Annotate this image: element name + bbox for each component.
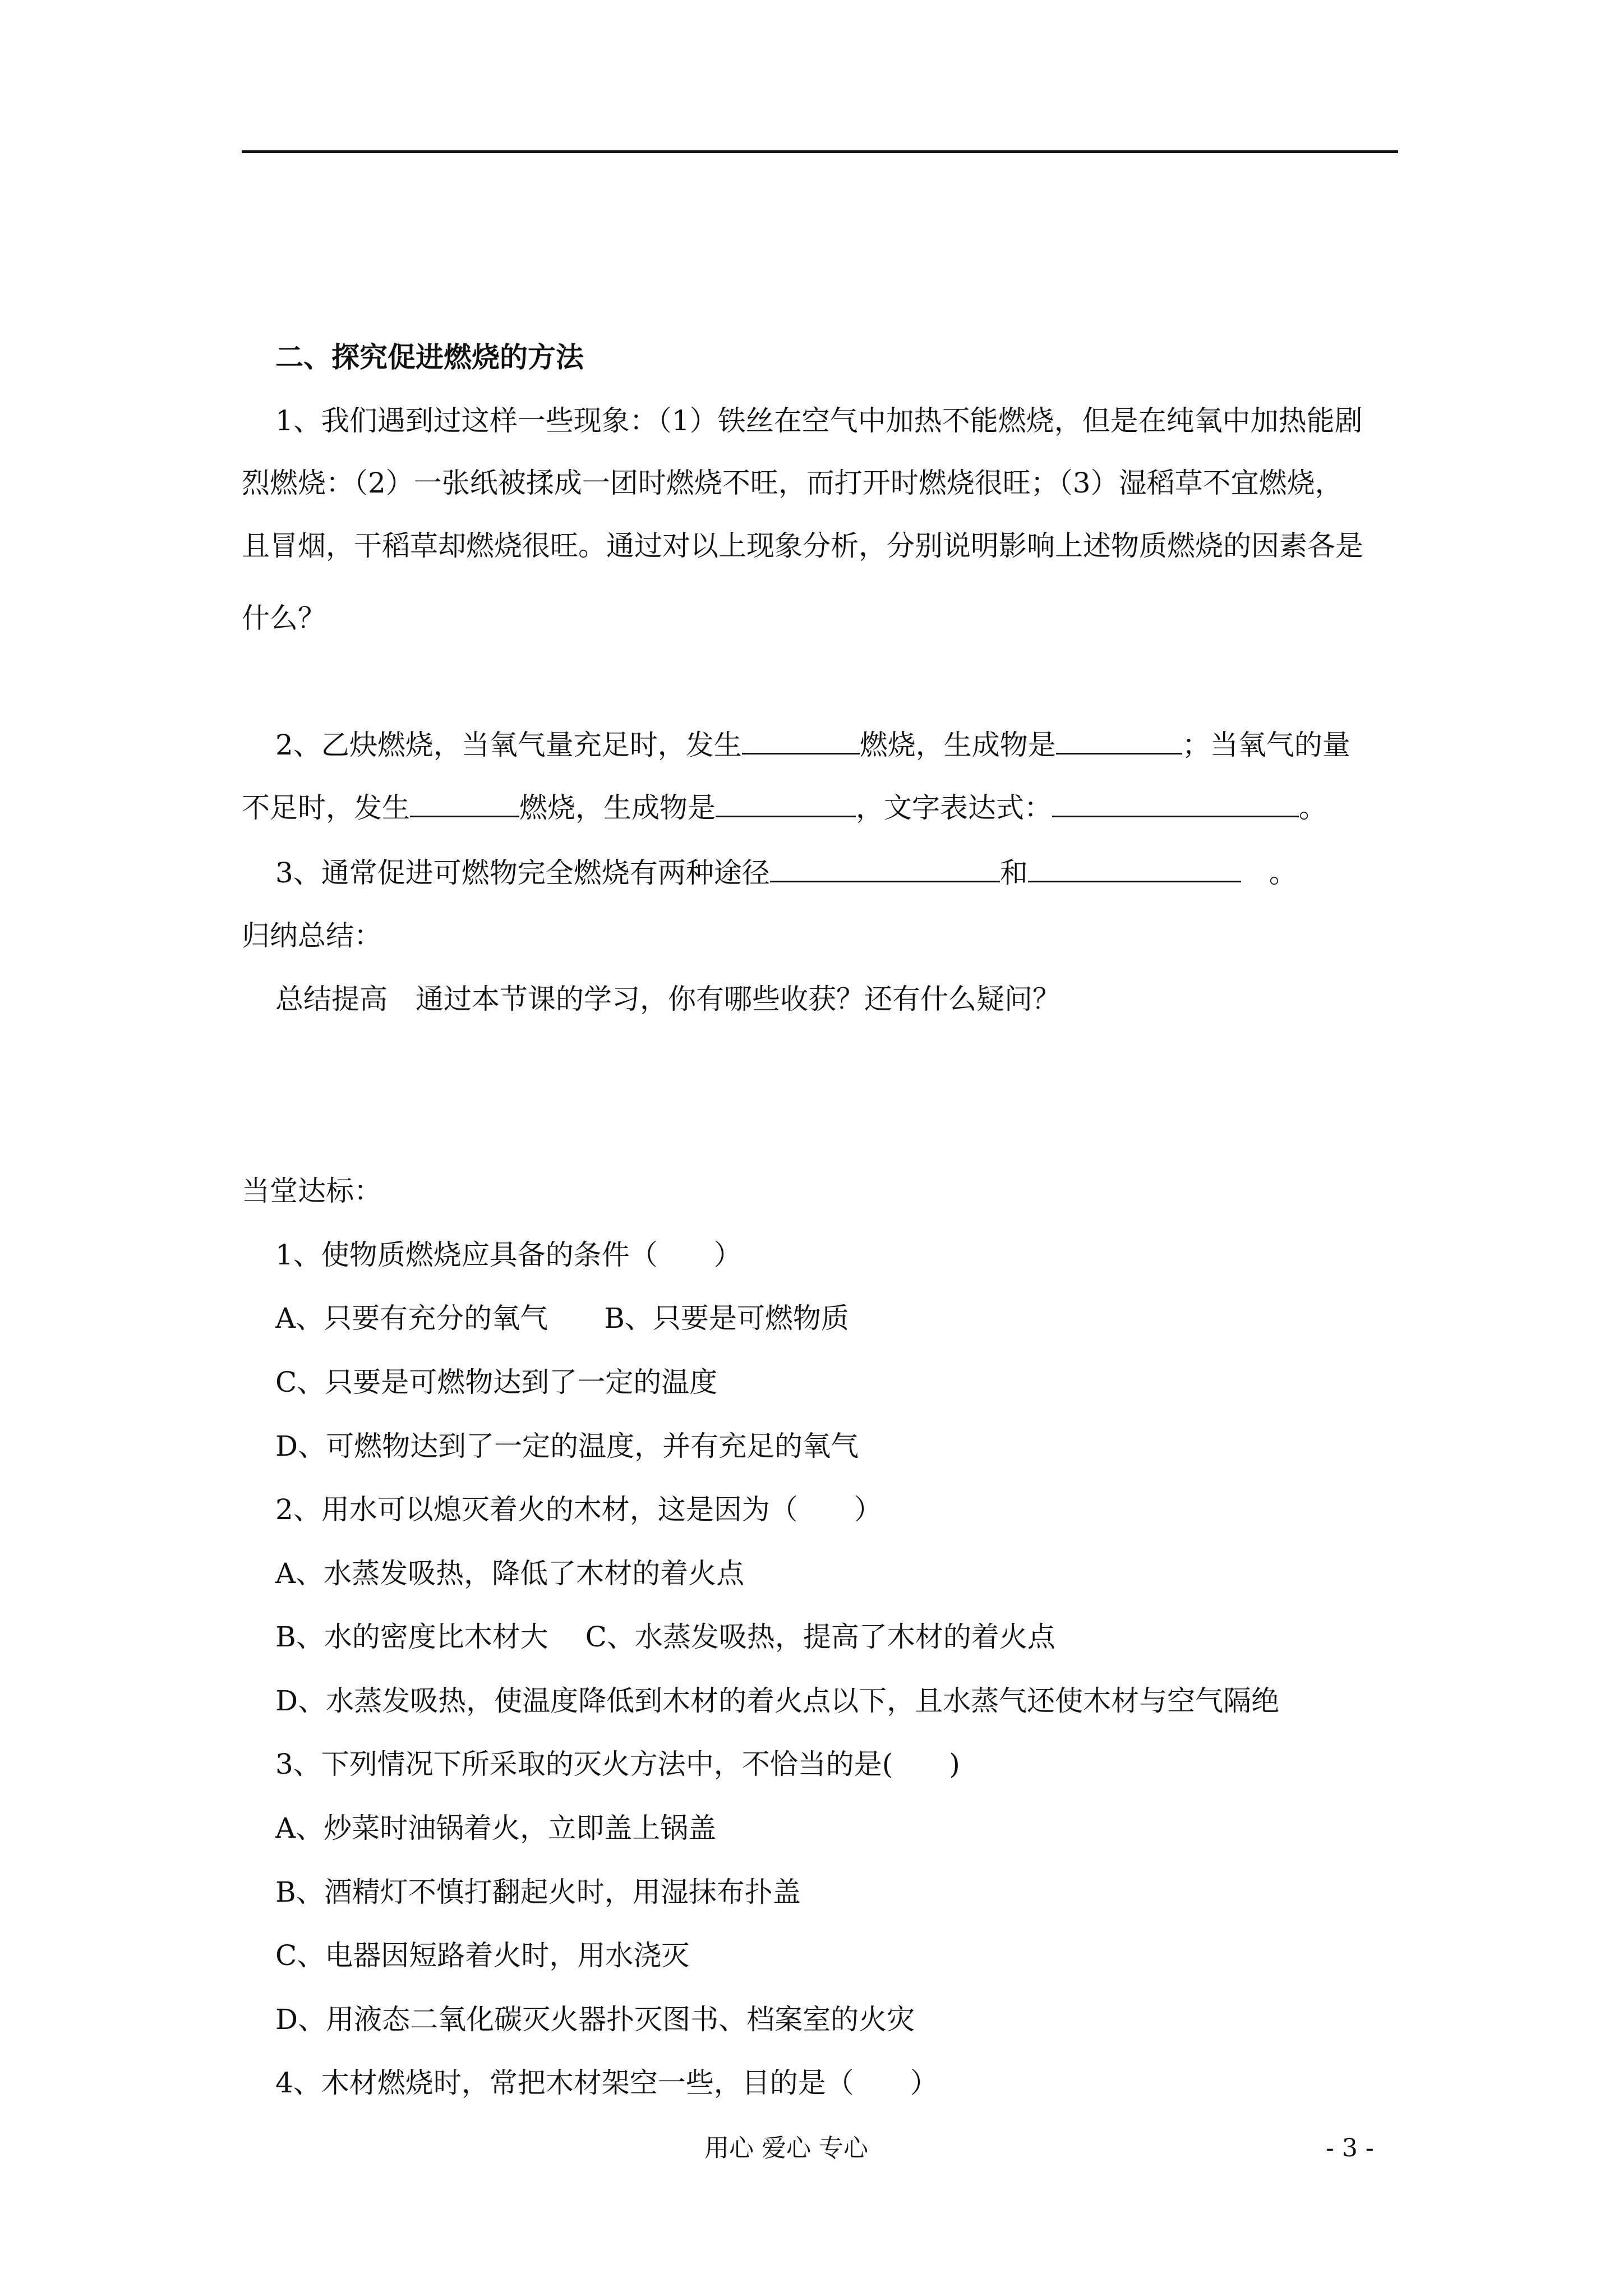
- footer-center: 用心 爱心 专心: [704, 2134, 868, 2162]
- q2-blank-5[interactable]: [1052, 790, 1299, 817]
- summary-text: 总结提高 通过本节课的学习，你有哪些收获？还有什么疑问？: [275, 983, 1061, 1015]
- practice-line: A、水蒸发吸热，降低了木材的着火点: [275, 1557, 745, 1590]
- q3-text-2: 和: [999, 857, 1028, 889]
- practice-line: 3、下列情况下所采取的灭火方法中，不恰当的是( ): [275, 1748, 960, 1780]
- practice-line: 4、木材燃烧时，常把木材架空一些，目的是（ ）: [275, 2067, 938, 2099]
- q2-text-5: 燃烧，生成物是: [519, 792, 716, 824]
- q2-blank-4[interactable]: [716, 790, 856, 817]
- header-rule: [242, 150, 1398, 153]
- q2-text-4: 不足时，发生: [242, 792, 410, 824]
- q2-blank-1[interactable]: [742, 727, 860, 754]
- q2-text-3: ；当氧气的量: [1182, 729, 1350, 761]
- q2-blank-3[interactable]: [410, 790, 519, 817]
- q3-line: [275, 855, 1297, 890]
- practice-line: A、只要有充分的氧气 B、只要是可燃物质: [275, 1302, 849, 1335]
- practice-line: B、酒精灯不慎打翻起火时，用湿抹布扑盖: [275, 1876, 801, 1908]
- q2-text-1: 2、乙炔燃烧，当氧气量充足时，发生: [275, 729, 742, 761]
- q2-blank-2[interactable]: [1056, 727, 1182, 754]
- practice-line: C、只要是可燃物达到了一定的温度: [275, 1366, 718, 1398]
- q1-line-3: 且冒烟，干稻草却燃烧很旺。通过对以上现象分析，分别说明影响上述物质燃烧的因素各是: [242, 530, 1363, 562]
- practice-line: C、电器因短路着火时，用水浇灭: [275, 1939, 690, 1972]
- practice-line: 1、使物质燃烧应具备的条件（ ）: [275, 1239, 742, 1271]
- q3-blank-2[interactable]: [1028, 855, 1241, 882]
- q2-text-6: ，文字表达式：: [856, 792, 1052, 824]
- practice-line: 2、用水可以熄灭着火的木材，这是因为（ ）: [275, 1493, 882, 1526]
- practice-line: B、水的密度比木材大 C、水蒸发吸热，提高了木材的着火点: [275, 1621, 1055, 1653]
- q3-blank-1[interactable]: [770, 855, 1000, 882]
- q2-line-1: [275, 727, 1350, 762]
- footer-page-number: - 3 -: [1326, 2134, 1374, 2162]
- q2-text-7: 。: [1299, 792, 1327, 824]
- q2-line-2: [242, 790, 1327, 825]
- section-title: 二、探究促进燃烧的方法: [275, 341, 584, 374]
- q2-text-2: 燃烧，生成物是: [859, 729, 1056, 761]
- q1-line-2: 烈燃烧：（2）一张纸被揉成一团时燃烧不旺，而打开时燃烧很旺；（3）湿稻草不宜燃烧，: [242, 467, 1343, 499]
- practice-line: D、水蒸发吸热，使温度降低到木材的着火点以下，且水蒸气还使木材与空气隔绝: [275, 1685, 1280, 1717]
- q3-text-1: 3、通常促进可燃物完全燃烧有两种途径: [275, 857, 770, 889]
- q1-line-1: 1、我们遇到过这样一些现象：（1）铁丝在空气中加热不能燃烧，但是在纯氧中加热能剧: [275, 404, 1363, 437]
- q3-text-3: 。: [1269, 857, 1297, 889]
- q1-line-4: 什么？: [242, 602, 326, 634]
- practice-line: D、用液态二氧化碳灭火器扑灭图书、档案室的火灾: [275, 2003, 915, 2036]
- practice-line: D、可燃物达到了一定的温度，并有充足的氧气: [275, 1430, 859, 1462]
- practice-heading: 当堂达标：: [242, 1175, 382, 1207]
- summary-label: 归纳总结：: [242, 919, 382, 952]
- practice-line: A、炒菜时油锅着火，立即盖上锅盖: [275, 1812, 717, 1844]
